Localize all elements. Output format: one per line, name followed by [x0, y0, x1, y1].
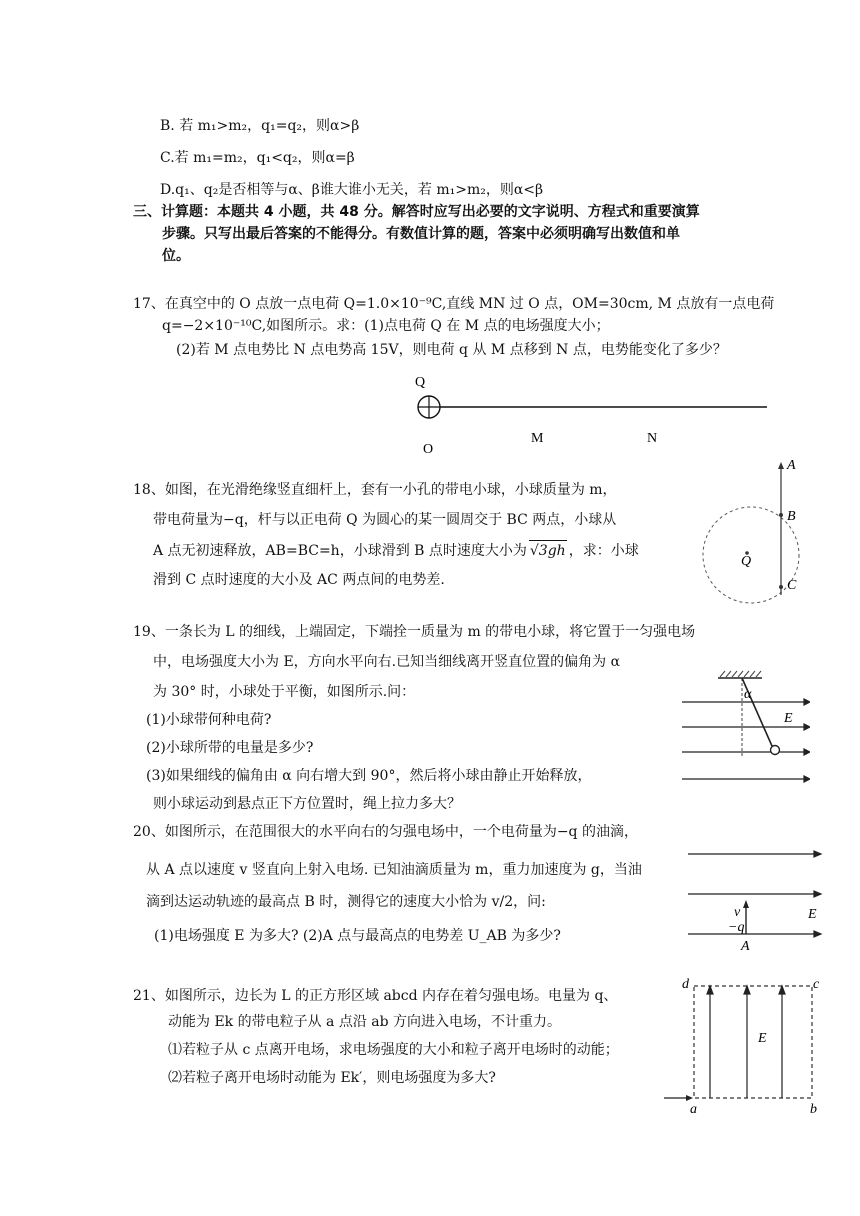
q18-figure — [695, 455, 815, 605]
svg-text:E: E — [758, 1031, 767, 1046]
q18-line3: A 点无初速释放，AB=BC=h，小球滑到 B 点时速度大小为 √3gh ，求：小球 — [153, 540, 639, 561]
square-region — [694, 986, 812, 1098]
option-b: B. 若 m₁>m₂，q₁=q₂，则α>β — [160, 118, 360, 134]
q21-line1: 21、如图所示，边长为 L 的正方形区域 abcd 内存在着匀强电场。电量为 q、 — [133, 988, 618, 1004]
svg-text:A: A — [741, 939, 750, 952]
q20-line1: 20、如图所示，在范围很大的水平向右的匀强电场中，一个电荷量为−q 的油滴， — [133, 824, 638, 840]
svg-text:b: b — [810, 1102, 817, 1117]
ball — [771, 746, 780, 755]
svg-text:−q: −q — [728, 920, 745, 935]
section3-heading-line2: 步骤。只写出最后答案的不能得分。有数值计算的题，答案中必须明确写出数值和单 — [162, 226, 680, 242]
svg-text:a: a — [690, 1102, 697, 1117]
q17-fig-label-n: N — [647, 431, 658, 446]
q19-line5: (2)小球所带的电量是多少? — [146, 740, 314, 756]
q21-line2: 动能为 Ek 的带电粒子从 a 点沿 ab 方向进入电场，不计重力。 — [168, 1014, 562, 1030]
svg-text:C: C — [787, 578, 797, 593]
q19-figure — [680, 668, 810, 788]
q19-line4: (1)小球带何种电荷? — [146, 712, 272, 728]
svg-text:B: B — [787, 509, 796, 524]
q17-fig-label-q: Q — [415, 375, 426, 390]
q20-line2: 从 A 点以速度 v 竖直向上射入电场. 已知油滴质量为 m，重力加速度为 g，当油 — [146, 862, 642, 878]
svg-text:α: α — [744, 687, 752, 702]
q19-line7: 则小球运动到悬点正下方位置时，绳上拉力多大？ — [153, 796, 461, 812]
option-d: D.q₁、q₂是否相等与α、β谁大谁小无关，若 m₁>m₂，则α<β — [160, 182, 544, 198]
svg-text:d: d — [682, 977, 689, 992]
q17-fig-label-o: O — [423, 442, 434, 456]
q20-line4: (1)电场强度 E 为多大? (2)A 点与最高点的电势差 U_AB 为多少? — [154, 928, 561, 944]
q20-figure — [686, 842, 826, 952]
q17-line3: (2)若 M 点电势比 N 点电势高 15V，则电荷 q 从 M 点移到 N 点，电势能变化了多少？ — [176, 342, 727, 358]
svg-text:c: c — [813, 977, 820, 992]
field-lines — [688, 851, 821, 937]
field-lines — [707, 986, 785, 1098]
svg-text:E: E — [808, 907, 817, 922]
q19-line3: 为 30° 时，小球处于平衡，如图所示.问： — [153, 684, 416, 700]
q21-line4: ⑵若粒子离开电场时动能为 Ek′，则电场强度为多大? — [168, 1070, 496, 1086]
q17-line2: q=−2×10⁻¹⁰C,如图所示。求：(1)点电荷 Q 在 M 点的电场强度大小； — [162, 318, 610, 334]
q18-line1: 18、如图，在光滑绝缘竖直细杆上，套有一小孔的带电小球，小球质量为 m， — [133, 482, 617, 498]
q17-line1: 17、在真空中的 O 点放一点电荷 Q=1.0×10⁻⁹C,直线 MN 过 O 点，OM=30cm, M 点放有一点电荷 — [133, 296, 775, 312]
q19-line6: (3)如果细线的偏角由 α 向右增大到 90°，然后将小球由静止开始释放， — [146, 768, 592, 784]
q20-line3: 滴到达运动轨迹的最高点 B 时，测得它的速度大小恰为 v/2，问: — [146, 894, 546, 910]
q19-line2: 中，电场强度大小为 E，方向水平向右.已知当细线离开竖直位置的偏角为 α — [153, 654, 621, 670]
svg-text:v: v — [734, 905, 741, 920]
q21-line3: ⑴若粒子从 c 点离开电场，求电场强度的大小和粒子离开电场时的动能； — [168, 1042, 619, 1058]
sqrt-3gh: √3gh — [529, 540, 567, 561]
svg-text:Q: Q — [741, 554, 752, 569]
q21-figure — [660, 974, 830, 1118]
svg-text:E: E — [784, 711, 793, 726]
section3-heading-line3: 位。 — [162, 248, 190, 264]
q17-figure — [405, 366, 775, 456]
q19-line1: 19、一条长为 L 的细线，上端固定，下端拴一质量为 m 的带电小球，将它置于一匀强电场 — [133, 624, 696, 640]
q18-line4: 滑到 C 点时速度的大小及 AC 两点间的电势差. — [153, 572, 445, 588]
q17-fig-label-m: M — [531, 431, 544, 446]
option-c: C.若 m₁=m₂，q₁<q₂，则α=β — [160, 150, 355, 166]
svg-text:A: A — [787, 458, 796, 473]
section3-heading-line1: 三、计算题：本题共 4 小题，共 48 分。解答时应写出必要的文字说明、方程式和重要演算 — [133, 204, 700, 220]
q18-line2: 带电荷量为−q，杆与以正电荷 Q 为圆心的某一圆周交于 BC 两点，小球从 — [153, 512, 617, 528]
